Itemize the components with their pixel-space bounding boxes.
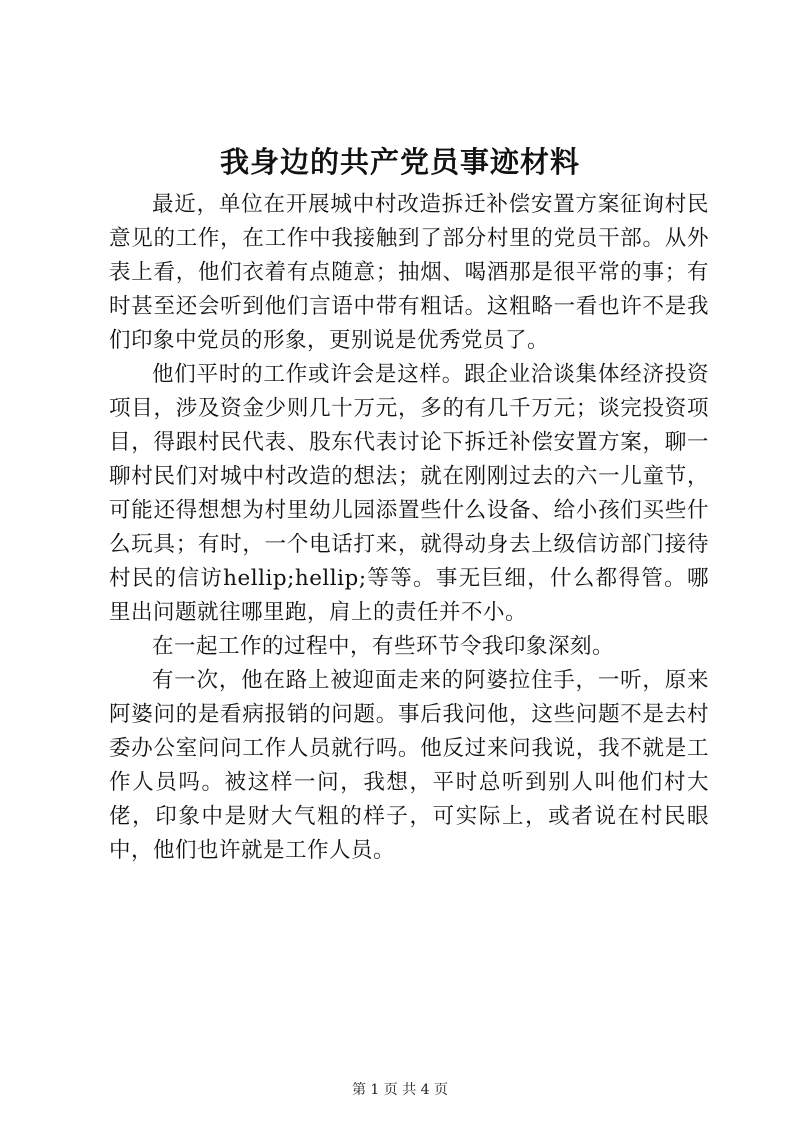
page-number-footer: 第 1 页 共 4 页 — [351, 1082, 449, 1098]
document-body — [109, 188, 709, 868]
paragraph: 有一次，他在路上被迎面走来的阿婆拉住手，一听，原来阿婆问的是看病报销的问题。事后我问他，这些问题不是去村委办公室问问工作人员就行吗。他反过来问我说，我不就是工作人员吗。被这样一问，我想，平时总听到别人叫他们村大佬，印象中是财大气粗的样子，可实际上，或者说在村民眼中，他们也许就是工作人员。 — [109, 668, 709, 863]
paragraph: 最近，单位在开展城中村改造拆迁补偿安置方案征询村民意见的工作，在工作中我接触到了部分村里的党员干部。从外表上看，他们衣着有点随意；抽烟、喝酒那是很平常的事；有时甚至还会听到他们言语中带有粗话。这粗略一看也许不是我们印象中党员的形象，更别说是优秀党员了。 — [109, 192, 709, 353]
paragraph: 他们平时的工作或许会是这样。跟企业洽谈集体经济投资项目，涉及资金少则几十万元，多的有几千万元；谈完投资项目，得跟村民代表、股东代表讨论下拆迁补偿安置方案，聊一聊村民们对城中村改造的想法；就在刚刚过去的六一儿童节，可能还得想想为村里幼儿园添置些什么设备、给小孩们买些什么玩具；有时，一个电话打来，就得动身去上级信访部门接待村民的信访hellip;hellip;等等。事无巨细，什么都得管。哪里出问题就往哪里跑，肩上的责任并不小。 — [109, 362, 709, 625]
document-title: 我身边的共产党员事迹材料 — [219, 145, 580, 179]
paragraph: 在一起工作的过程中，有些环节令我印象深刻。 — [152, 634, 615, 659]
